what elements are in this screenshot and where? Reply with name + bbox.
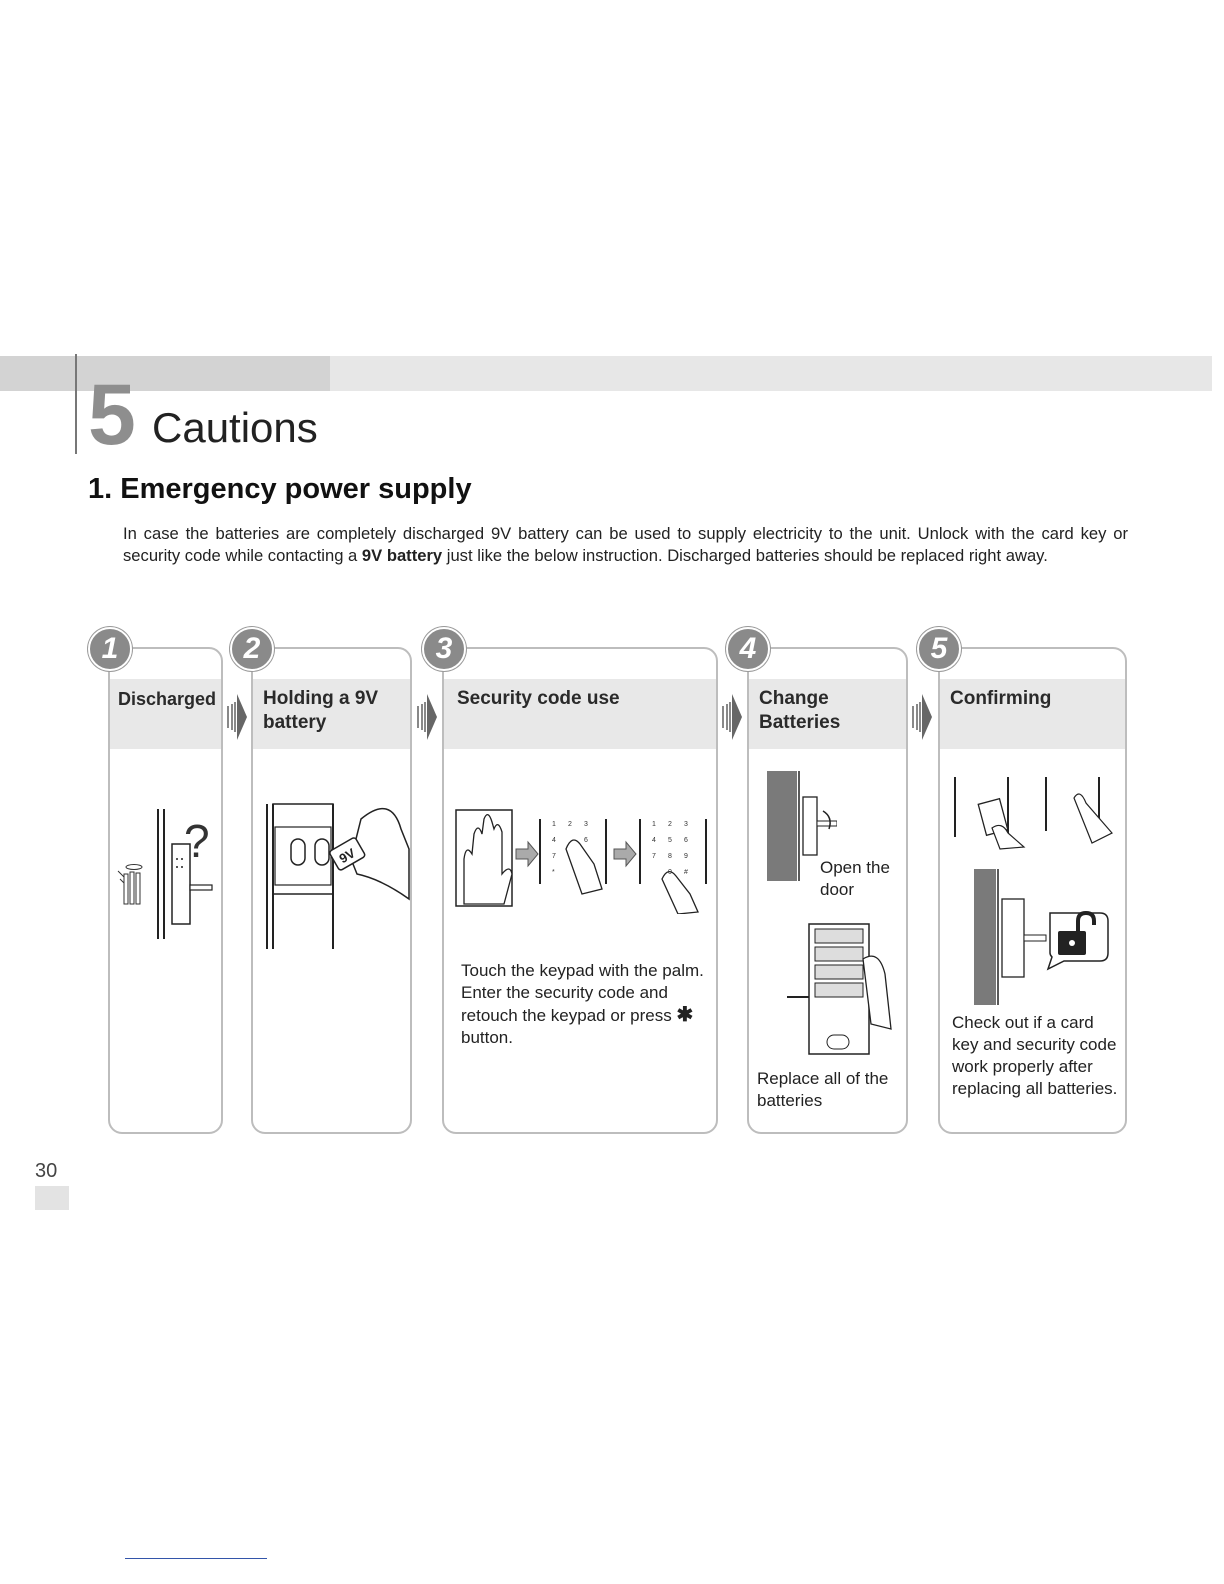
step-1-card	[108, 647, 223, 1134]
step-4-caption-replace: Replace all of the batteries	[757, 1069, 889, 1110]
intro-bold: 9V battery	[361, 546, 443, 565]
keypad-b-key-9: 9	[684, 853, 688, 860]
step-5-header	[940, 679, 1125, 749]
keypad-b-key-1: 1	[652, 821, 656, 828]
intro-paragraph	[123, 523, 1128, 567]
intro-text-2: just like the below instruction. Discharged batteries should be replaced right away.	[442, 546, 1048, 565]
discharged-lock-illustration	[114, 799, 219, 944]
star-button-icon: ✱	[676, 1004, 694, 1026]
step-3-card	[442, 647, 718, 1134]
step-5-badge: 5	[917, 627, 961, 671]
step-5-title: Confirming	[950, 688, 1052, 709]
keypad-a-key-star: *	[552, 869, 555, 876]
keypad-b-key-hash: #	[684, 869, 688, 876]
section-title: Cautions	[152, 404, 318, 451]
footer-rule	[125, 1558, 267, 1559]
step-3-header	[444, 679, 716, 749]
step-4-caption-open: Open the door	[820, 858, 890, 899]
header-band-dark	[0, 356, 330, 391]
step-3-badge: 3	[422, 627, 466, 671]
question-mark: ?	[184, 815, 210, 867]
card-and-code-check-illustration	[952, 773, 1122, 853]
step-1-arrow-icon	[227, 694, 247, 740]
step-4-arrow-icon	[912, 694, 932, 740]
keypad-a-key-4: 4	[552, 837, 556, 844]
keypad-b-key-3: 3	[684, 821, 688, 828]
keypad-a-key-1: 1	[552, 821, 556, 828]
step-2-card	[251, 647, 412, 1134]
step-2-badge: 2	[230, 627, 274, 671]
step-4-badge: 4	[726, 627, 770, 671]
step-1-header	[110, 679, 221, 749]
step-1-title: Discharged	[118, 689, 217, 709]
page-number-tab	[35, 1186, 69, 1210]
keypad-b-key-8: 8	[668, 853, 672, 860]
section-number: 5	[88, 367, 136, 463]
step-5-caption: Check out if a card key and security code work properly after replacing all batteries.	[952, 1013, 1118, 1098]
step-2-arrow-icon	[417, 694, 437, 740]
page-heading: 1. Emergency power supply	[88, 473, 472, 505]
header-band-light	[330, 356, 1212, 391]
battery-compartment-illustration	[767, 919, 897, 1057]
step-3-arrow-icon	[722, 694, 742, 740]
step-3-caption	[461, 960, 711, 1049]
step-4-card	[747, 647, 908, 1134]
keypad-b-key-2: 2	[668, 821, 672, 828]
keypad-sequence-illustration	[454, 804, 714, 914]
door-unlocked-illustration	[974, 869, 1114, 1007]
step-4-header	[749, 679, 906, 749]
page-number: 30	[35, 1160, 58, 1182]
keypad-b-key-4: 4	[652, 837, 656, 844]
header-vertical-rule	[75, 354, 77, 454]
step-4-title: Change Batteries	[759, 688, 841, 733]
step-5-card	[938, 647, 1127, 1134]
step-3-caption-text: Touch the keypad with the palm. Enter the security code and retouch the keypad or press	[461, 961, 704, 1025]
keypad-b-key-7: 7	[652, 853, 656, 860]
battery-label: 9V	[336, 845, 358, 867]
step-2-title: Holding a 9V battery	[263, 688, 379, 733]
keypad-b-key-0: 0	[668, 869, 672, 876]
keypad-b-key-6: 6	[684, 837, 688, 844]
intro-text-1: In case the batteries are completely discharged 9V battery can be used to supply electricity to the unit. Unlock with the card key or security code while contacting a	[123, 524, 1128, 565]
keypad-a-key-2: 2	[568, 821, 572, 828]
step-3-caption-end: button.	[461, 1028, 513, 1047]
step-3-title: Security code use	[457, 688, 620, 709]
keypad-a-key-3: 3	[584, 821, 588, 828]
step-2-header	[253, 679, 410, 749]
battery-holding-illustration	[261, 799, 411, 954]
step-1-badge: 1	[88, 627, 132, 671]
keypad-b-key-5: 5	[668, 837, 672, 844]
keypad-a-key-6: 6	[584, 837, 588, 844]
keypad-a-key-7: 7	[552, 853, 556, 860]
